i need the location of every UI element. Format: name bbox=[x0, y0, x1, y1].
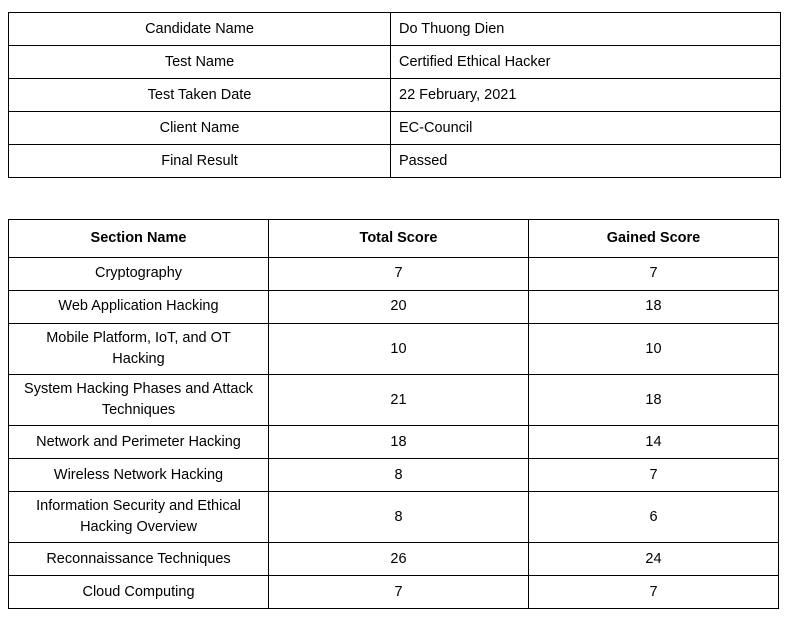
section-name-cell: System Hacking Phases and Attack Techniques bbox=[9, 375, 269, 426]
total-score-cell: 26 bbox=[269, 543, 529, 576]
gained-score-cell: 18 bbox=[529, 375, 779, 426]
section-name-cell: Network and Perimeter Hacking bbox=[9, 426, 269, 459]
total-score-cell: 20 bbox=[269, 291, 529, 324]
section-name-cell: Mobile Platform, IoT, and OT Hacking bbox=[9, 324, 269, 375]
gained-score-cell: 7 bbox=[529, 258, 779, 291]
gained-score-cell: 18 bbox=[529, 291, 779, 324]
client-name-label: Client Name bbox=[9, 112, 391, 145]
gained-score-cell: 10 bbox=[529, 324, 779, 375]
test-taken-date-label: Test Taken Date bbox=[9, 79, 391, 112]
candidate-name-label: Candidate Name bbox=[9, 13, 391, 46]
table-row bbox=[9, 258, 779, 291]
table-row bbox=[9, 492, 779, 543]
table-row bbox=[9, 145, 781, 178]
section-name-cell: Wireless Network Hacking bbox=[9, 459, 269, 492]
table-row bbox=[9, 13, 781, 46]
table-row bbox=[9, 112, 781, 145]
test-name-value: Certified Ethical Hacker bbox=[391, 46, 781, 79]
table-row bbox=[9, 459, 779, 492]
table-header-row bbox=[9, 220, 779, 258]
total-score-cell: 8 bbox=[269, 492, 529, 543]
section-score-body bbox=[9, 258, 779, 609]
total-score-cell: 10 bbox=[269, 324, 529, 375]
total-score-cell: 8 bbox=[269, 459, 529, 492]
section-name-cell: Reconnaissance Techniques bbox=[9, 543, 269, 576]
section-name-cell: Cryptography bbox=[9, 258, 269, 291]
gained-score-cell: 24 bbox=[529, 543, 779, 576]
candidate-name-value: Do Thuong Dien bbox=[391, 13, 781, 46]
total-score-cell: 7 bbox=[269, 258, 529, 291]
section-score-head bbox=[9, 220, 779, 258]
table-row bbox=[9, 324, 779, 375]
section-name-cell: Cloud Computing bbox=[9, 576, 269, 609]
table-row bbox=[9, 79, 781, 112]
gained-score-cell: 7 bbox=[529, 576, 779, 609]
table-row bbox=[9, 46, 781, 79]
final-result-value: Passed bbox=[391, 145, 781, 178]
final-result-label: Final Result bbox=[9, 145, 391, 178]
test-name-label: Test Name bbox=[9, 46, 391, 79]
candidate-info-body bbox=[9, 13, 781, 178]
section-score-table bbox=[8, 219, 779, 609]
table-row bbox=[9, 291, 779, 324]
total-score-cell: 21 bbox=[269, 375, 529, 426]
table-row bbox=[9, 576, 779, 609]
table-row bbox=[9, 543, 779, 576]
table-row bbox=[9, 426, 779, 459]
total-score-cell: 7 bbox=[269, 576, 529, 609]
candidate-info-table bbox=[8, 12, 781, 178]
gained-score-cell: 7 bbox=[529, 459, 779, 492]
column-header-total-score: Total Score bbox=[269, 220, 529, 258]
column-header-gained-score: Gained Score bbox=[529, 220, 779, 258]
column-header-section-name: Section Name bbox=[9, 220, 269, 258]
gained-score-cell: 14 bbox=[529, 426, 779, 459]
total-score-cell: 18 bbox=[269, 426, 529, 459]
gained-score-cell: 6 bbox=[529, 492, 779, 543]
section-name-cell: Web Application Hacking bbox=[9, 291, 269, 324]
table-row bbox=[9, 375, 779, 426]
test-taken-date-value: 22 February, 2021 bbox=[391, 79, 781, 112]
client-name-value: EC-Council bbox=[391, 112, 781, 145]
section-name-cell: Information Security and Ethical Hacking Overview bbox=[9, 492, 269, 543]
